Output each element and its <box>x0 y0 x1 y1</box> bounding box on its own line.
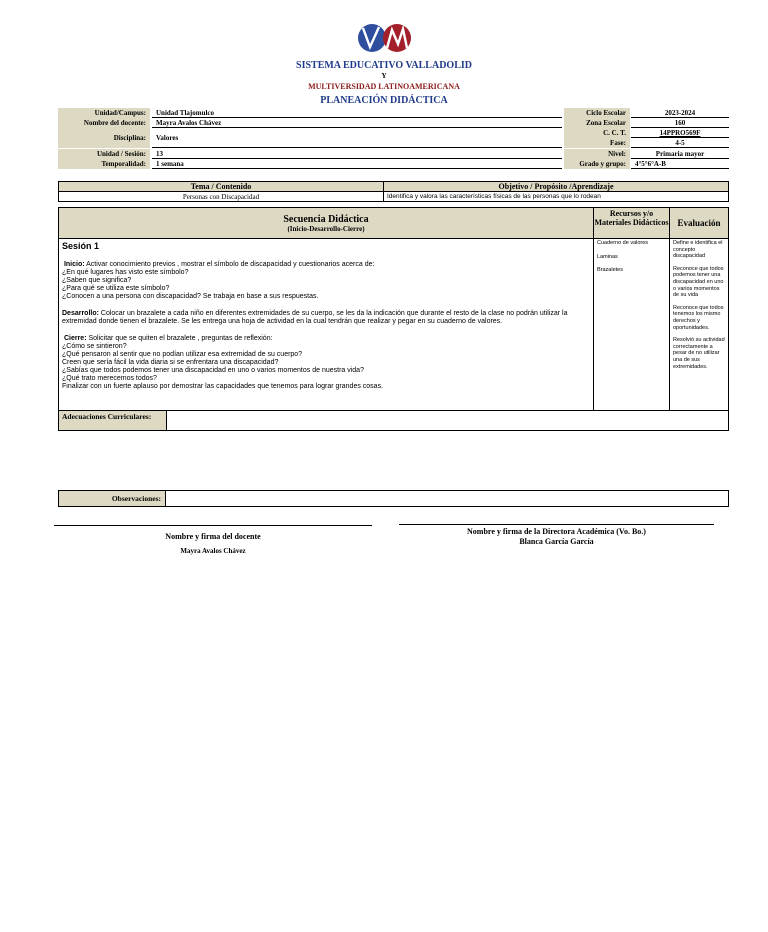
evaluacion-header: Evaluación <box>669 207 729 239</box>
value-grado: 4°5°6°A-B <box>631 159 729 169</box>
desarrollo-text: Colocar un brazalete a cada niño en diferentes extremidades de su cuerpo, se les da la indicación que durante el resto de la clase no podrán utilizar la extremidad donde tienen el brazalete. Se les entrega una hoja de actividad en la cual tendrán que realizar y pegar en su cuaderno de valores. <box>62 310 568 325</box>
header-line3: MULTIVERSIDAD LATINOAMERICANA <box>308 82 460 91</box>
value-zona: 160 <box>631 118 729 128</box>
label-disciplina: Disciplina: <box>58 128 150 148</box>
adecuaciones-field[interactable] <box>166 410 729 431</box>
firma-directora-line <box>399 524 714 525</box>
sesion-label: Sesión 1 <box>62 241 100 251</box>
header-line2: Y <box>381 72 387 80</box>
cierre-q1: ¿Cómo se sintieron? <box>62 343 127 350</box>
cierre-label: Cierre: <box>63 335 87 342</box>
value-temporalidad: 1 semana <box>152 159 562 169</box>
secuencia-title: Secuencia Didáctica <box>283 214 369 225</box>
firma-directora-name: Blanca García García <box>519 537 594 546</box>
label-grado: Grado y grupo: <box>564 159 630 169</box>
cierre-q3: Creen que sería fácil la vida diaria si se enfrentara una discapacidad? <box>62 359 279 366</box>
secuencia-header <box>58 207 594 239</box>
cierre-q4: ¿Sabías que todos podemos tener una discapacidad en uno o varios momentos de nuestra vida? <box>62 367 364 374</box>
objetivo-value: Identifica y valora las características físicas de las personas que lo rodean <box>383 191 729 202</box>
value-nivel: Primaria mayor <box>631 149 729 159</box>
secuencia-subtitle: (Inicio-Desarrollo-Cierre) <box>287 225 365 233</box>
observaciones-field[interactable] <box>165 490 729 507</box>
evaluacion-item: Define e identifica el concepto discapacidad <box>673 240 723 260</box>
label-nivel: Nivel: <box>564 149 630 159</box>
cierre-q5: ¿Qué trato merecemos todos? <box>62 375 157 382</box>
label-docente: Nombre del docente: <box>58 118 150 128</box>
recurso-item: Brazaletes <box>597 267 623 274</box>
secuencia-body <box>58 238 594 411</box>
recursos-body <box>593 238 670 411</box>
cierre-q6: Finalizar con un fuerte aplauso por demostrar las capacidades que tenemos para lograr grandes cosas. <box>62 383 384 390</box>
tema-value: Personas con Discapacidad <box>58 191 384 202</box>
adecuaciones-label: Adecuaciones Curriculares: <box>58 410 167 431</box>
observaciones-label: Observaciones: <box>58 490 166 507</box>
objetivo-header: Objetivo / Propósito /Aprendizaje <box>383 181 729 192</box>
label-fase: Fase: <box>564 138 630 148</box>
page-title: PLANEACIÓN DIDÁCTICA <box>320 95 448 106</box>
recursos-header: Recursos y/o Materiales Didácticos <box>593 207 670 239</box>
label-ciclo: Ciclo Escolar <box>564 108 630 118</box>
firma-docente-name: Mayra Avalos Chávez <box>180 547 246 555</box>
cierre-paragraph <box>62 335 590 343</box>
inicio-paragraph <box>62 261 590 269</box>
evaluacion-item: Reconoce que todos podemos tener una discapacidad en uno o varios momentos de su vida <box>673 265 724 299</box>
value-fase: 4-5 <box>631 138 729 148</box>
inicio-label: Inicio: <box>63 261 85 268</box>
value-ciclo: 2023-2024 <box>631 108 729 118</box>
label-temporalidad: Temporalidad: <box>58 159 150 169</box>
firma-docente-label: Nombre y firma del docente <box>165 532 261 541</box>
label-zona: Zona Escolar <box>564 118 630 128</box>
evaluacion-item: Reconoce que todos tenemos los mismo derechos y oportunidades. <box>673 304 724 331</box>
label-campus: Unidad/Campus: <box>58 108 150 118</box>
inicio-text: Activar conocimiento previos , mostrar el símbolo de discapacidad y cuestionarios acerca de: <box>84 261 375 268</box>
firma-docente-line <box>54 525 372 526</box>
label-sesion: Unidad / Sesión: <box>58 149 150 159</box>
inicio-q2: ¿Saben que significa? <box>62 277 132 284</box>
evaluacion-body <box>669 238 729 411</box>
recurso-item: Laminas <box>597 253 618 260</box>
inicio-q4: ¿Conocen a una persona con discapacidad? Se trabaja en base a sus respuestas. <box>62 293 319 300</box>
label-cct: C. C. T. <box>564 128 630 138</box>
value-docente: Mayra Avalos Chávez <box>152 118 562 128</box>
value-cct: 14PPRO569F <box>631 128 729 138</box>
desarrollo-label: Desarrollo: <box>62 310 99 317</box>
inicio-q1: ¿En qué lugares has visto este símbolo? <box>62 269 189 276</box>
recurso-item: Cuaderno de valores <box>597 240 649 246</box>
evaluacion-item: Resolvió su actividad correctamente a pesar de no utilizar una de sus extremidades. <box>673 337 725 370</box>
desarrollo-paragraph <box>62 310 590 326</box>
cierre-q2: ¿Qué pensaron al sentir que no podían utilizar esa extremidad de su cuerpo? <box>62 351 303 358</box>
value-campus: Unidad Tlajomulco <box>152 108 562 118</box>
tema-header: Tema / Contenido <box>58 181 384 192</box>
value-disciplina: Valores <box>152 128 562 148</box>
inicio-q3: ¿Para qué se utiliza este símbolo? <box>62 285 170 292</box>
value-sesion: 13 <box>152 149 562 159</box>
cierre-text: Solicitar que se quiten el brazalete , preguntas de reflexión: <box>86 335 273 342</box>
firma-directora-label: Nombre y firma de la Directora Académica (Vo. Bo.) <box>467 527 646 536</box>
header-line1: SISTEMA EDUCATIVO VALLADOLID <box>296 60 472 71</box>
institution-logo <box>355 22 415 54</box>
